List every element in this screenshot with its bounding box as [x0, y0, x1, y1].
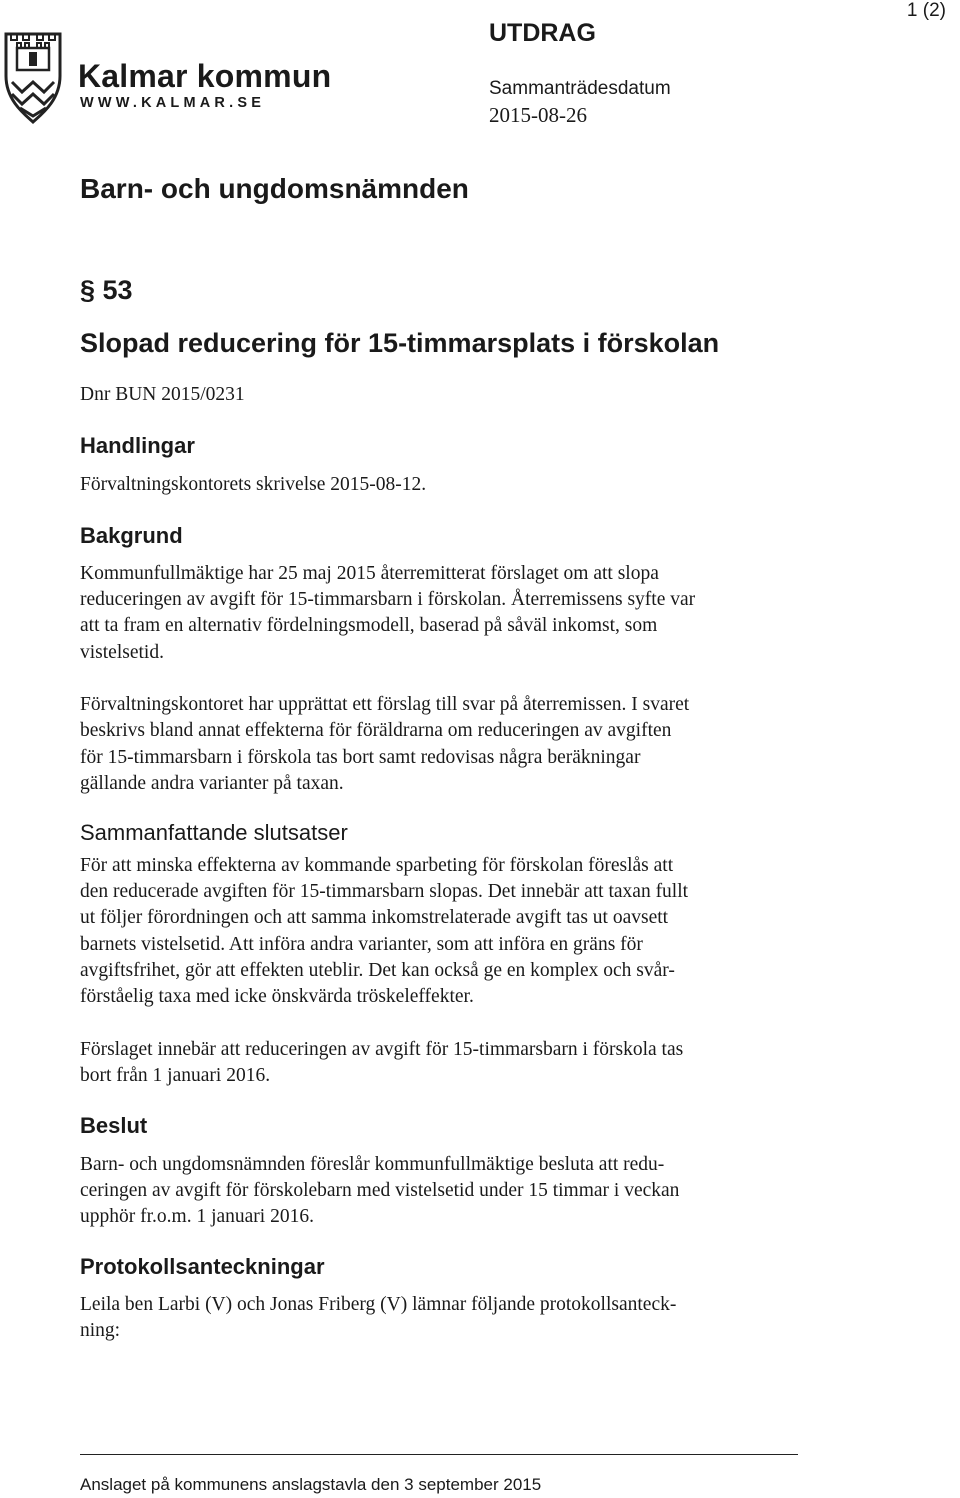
beslut-line: upphör fr.o.m. 1 januari 2016.: [80, 1206, 314, 1227]
handlingar-line: Förvaltningskontorets skrivelse 2015-08-12.: [80, 474, 427, 495]
protokoll-line: ning:: [80, 1320, 121, 1341]
diary-number: Dnr BUN 2015/0231: [80, 384, 245, 405]
meeting-date: 2015-08-26: [489, 103, 587, 127]
sammanfattande-p1-line: ut följer förordningen och att samma inkomstrelaterade avgift tas ut oavsett: [80, 907, 669, 928]
posting-notice: Anslaget på kommunens anslagstavla den 3 september 2015: [80, 1475, 542, 1494]
section-heading-sammanfattande: Sammanfattande slutsatser: [80, 820, 348, 845]
logo-name: Kalmar kommun: [78, 58, 332, 94]
footer-divider: [80, 1454, 798, 1455]
bakgrund-p2-line: beskrivs bland annat effekterna för föräldrarna om reduceringen av avgiften: [80, 720, 672, 741]
sammanfattande-p1-line: barnets vistelsetid. Att införa andra varianter, som att införa en gräns för: [80, 934, 643, 955]
section-heading-handlingar: Handlingar: [80, 433, 195, 458]
logo-url: WWW.KALMAR.SE: [80, 95, 266, 111]
bakgrund-p2-line: gällande andra varianter på taxan.: [80, 773, 344, 794]
page-number: 1 (2): [906, 0, 946, 21]
doc-type: UTDRAG: [489, 19, 596, 47]
sammanfattande-p1-line: avgiftsfrihet, gör att effekten uteblir. Det kan också ge en komplex och svår-: [80, 960, 675, 981]
section-heading-beslut: Beslut: [80, 1113, 148, 1138]
bakgrund-p1-line: att ta fram en alternativ fördelningsmodell, baserad på såväl inkomst, som: [80, 615, 658, 636]
protokoll-line: Leila ben Larbi (V) och Jonas Friberg (V) lämnar följande protokollsanteck-: [80, 1294, 677, 1315]
bakgrund-p2-line: Förvaltningskontoret har upprättat ett förslag till svar på återremissen. I svaret: [80, 694, 690, 715]
section-heading-protokoll: Protokollsanteckningar: [80, 1254, 325, 1279]
sammanfattande-p1-line: den reducerade avgiften för 15-timmarsbarn slopas. Det innebär att taxan fullt: [80, 881, 689, 902]
paragraph-number: § 53: [80, 275, 133, 305]
sammanfattande-p2-line: bort från 1 januari 2016.: [80, 1065, 271, 1086]
section-heading-bakgrund: Bakgrund: [80, 523, 183, 548]
sammanfattande-p1-line: För att minska effekterna av kommande sparbeting för förskolan föreslås att: [80, 855, 674, 876]
meeting-date-label: Sammanträdesdatum: [489, 78, 671, 99]
bakgrund-p1-line: Kommunfullmäktige har 25 maj 2015 återremitterat förslaget om att slopa: [80, 563, 659, 584]
sammanfattande-p1-line: förståelig taxa med icke önskvärda tröskeleffekter.: [80, 986, 474, 1007]
beslut-line: Barn- och ungdomsnämnden föreslår kommunfullmäktige besluta att redu-: [80, 1154, 665, 1175]
matter-title: Slopad reducering för 15-timmarsplats i förskolan: [80, 328, 720, 358]
sammanfattande-p2-line: Förslaget innebär att reduceringen av avgift för 15-timmarsbarn i förskola tas: [80, 1039, 684, 1060]
bakgrund-p1-line: vistelsetid.: [80, 642, 164, 663]
committee-heading: Barn- och ungdomsnämnden: [80, 173, 469, 204]
bakgrund-p2-line: för 15-timmarsbarn i förskola tas bort samt redovisas några beräkningar: [80, 747, 641, 768]
bakgrund-p1-line: reduceringen av avgift för 15-timmarsbarn i förskolan. Återremissens syfte var: [80, 589, 696, 610]
beslut-line: ceringen av avgift för förskolebarn med vistelsetid under 15 timmar i veckan: [80, 1180, 680, 1201]
